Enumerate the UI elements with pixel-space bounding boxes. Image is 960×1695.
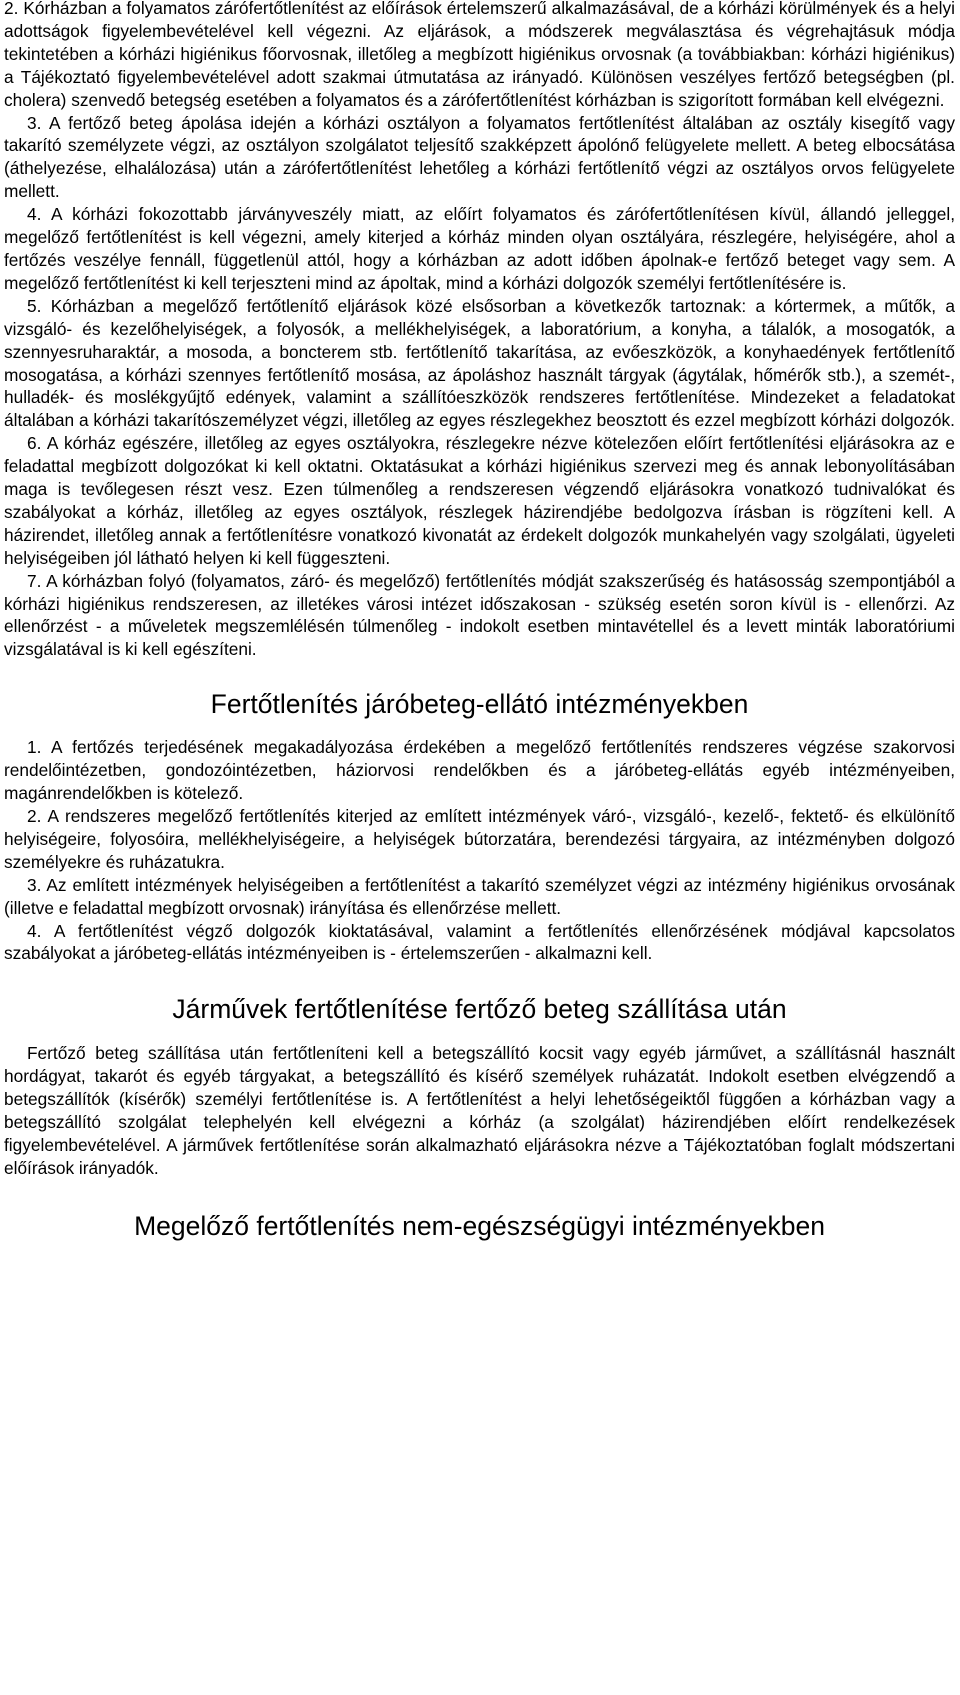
outpatient-paragraph-4: 4. A fertőtlenítést végző dolgozók kioktatásával, valamint a fertőtlenítés ellenőrzésének módjával kapcsolatos szabályokat a járóbeteg-ellátás intézményeiben is - értelemszerűen - alkalmazni kell. [4, 920, 955, 964]
paragraph-7: 7. A kórházban folyó (folyamatos, záró- és megelőző) fertőtlenítés módját szakszerűség és hatásosság szempontjából a kórházi higiénikus rendszeresen, az illetékes városi intézet időszakosan - szükség esetén soron kívül is - ellenőrzi. Az ellenőrzést - a műveletek megszemlélésén túlmenőleg - indokolt esetben mintavétellel és a levett minták laboratóriumi vizsgálatával is ki kell egészíteni. [4, 570, 955, 660]
paragraph-6: 6. A kórház egészére, illetőleg az egyes osztályokra, részlegekre nézve kötelezően előírt fertőtlenítési eljárásokra az e feladattal megbízott dolgozókat ki kell oktatni. Oktatásukat a kórházi higiénikus szervezi meg és annak lebonyolításában maga is tevőlegesen részt vesz. Ezen túlmenőleg a rendszeresen végzendő eljárásokra vonatkozó tudnivalókat és szabályokat a kórház, illetőleg az egyes osztályok, részlegek házirendjébe bedolgozva írásban is rögzíteni kell. A házirendet, illetőleg annak a fertőtlenítésre vonatkozó kivonatát az érdekelt dolgozók munkahelyén vagy szolgálati, ügyeleti helyiségeiben jól látható helyen ki kell függeszteni. [4, 433, 955, 568]
outpatient-paragraph-2: 2. A rendszeres megelőző fertőtlenítés kiterjed az említett intézmények váró-, vizsgáló-, kezelő-, fektető- és elkülönítő helyiségeire, folyosóira, mellékhelyiségeire, a helyiségek bútorzatára, berendezési tárgyaira, az intézményben dolgozó személyekre és ruházatukra. [4, 806, 955, 872]
outpatient-paragraph-3: 3. Az említett intézmények helyiségeiben a fertőtlenítést a takarító személyzet végzi az intézmény higiénikus orvosának (illetve e feladattal megbízott orvosnak) irányítása és ellenőrzése mellett. [4, 874, 955, 918]
paragraph-3: 3. A fertőző beteg ápolása idején a kórházi osztályon a folyamatos fertőtlenítést általában az osztály kisegítő vagy takarító személyzete végzi, az osztályon szolgálatot teljesítő szakképzett ápolónő felügyelete mellett. A beteg elbocsátása (áthelyezése, elhalálozása) után a zárófertőtlenítést lehetőleg a kórházi fertőtlenítő végzi az osztályos orvos felügyelete mellett. [4, 112, 955, 202]
section-outpatient [4, 688, 955, 965]
section-heading-vehicles: Járművek fertőtlenítése fertőző beteg szállítása után [172, 994, 787, 1025]
section-hospital-disinfection [4, 0, 955, 661]
section-non-healthcare [4, 1210, 955, 1242]
section-heading-non-healthcare: Megelőző fertőtlenítés nem-egészségügyi intézményekben [134, 1210, 825, 1241]
vehicles-paragraph: Fertőző beteg szállítása után fertőtleníteni kell a betegszállító kocsit vagy egyéb járművet, a szállításnál használt hordágyat, takarót és egyéb tárgyakat, a betegszállító és kísérő személyek ruházatát. Indokolt esetben elvégzendő a betegszállítók (kísérők) személyi fertőtlenítése is. A fertőtlenítést a helyi lehetőségeiktől függően a kórházban vagy a betegszállító szolgálat telephelyén kell elvégezni a kórház (a szolgálat) házirendjében előírt rendelkezések figyelembevételével. A járművek fertőtlenítése során alkalmazható eljárásokra nézve a Tájékoztatóban foglalt módszertani előírások irányadók. [4, 1043, 955, 1178]
paragraph-2: 2. Kórházban a folyamatos zárófertőtlenítést az előírások értelemszerű alkalmazásával, de a kórházi körülmények és a helyi adottságok figyelembevételével kell végezni. Az eljárások, a módszerek megválasztása és végrehajtásuk módja tekintetében a kórházi higiénikus főorvosnak, illetőleg a megbízott higiénikus orvosnak (a továbbiakban: kórházi higiénikus) a Tájékoztató figyelembevételével adott szakmai útmutatása az irányadó. Különösen veszélyes fertőző betegségben (pl. cholera) szenvedő betegség esetében a folyamatos és a zárófertőtlenítést kórházban is szigorított formában kell elvégezni. [4, 0, 955, 110]
paragraph-4: 4. A kórházi fokozottabb járványveszély miatt, az előírt folyamatos és zárófertőtlenítésen kívül, állandó jelleggel, megelőző fertőtlenítést is kell végezni, amely kiterjed a kórház minden olyan osztályára, részlegére, helyiségére, ahol a fertőzés veszélye fennáll, függetlenül attól, hogy a kórházban az adott időben ápolnak-e fertőző beteget vagy sem. A megelőző fertőtlenítést ki kell terjeszteni mind az ápoltak, mind a kórházi dolgozók személyi fertőtlenítésére is. [4, 204, 955, 293]
section-heading-outpatient: Fertőtlenítés járóbeteg-ellátó intézményekben [210, 689, 749, 720]
outpatient-paragraph-1: 1. A fertőzés terjedésének megakadályozása érdekében a megelőző fertőtlenítés rendszeres végzése szakorvosi rendelőintézetben, gondozóintézetben, háziorvosi rendelőkben és a járóbeteg-ellátás egyéb intézményeiben, magánrendelőkben is kötelező. [4, 737, 955, 804]
section-vehicles [4, 993, 955, 1179]
paragraph-5: 5. Kórházban a megelőző fertőtlenítő eljárások közé elsősorban a következők tartoznak: a kórtermek, a műtők, a vizsgáló- és kezelőhelyiségek, a folyosók, a mellékhelyiségek, a laboratórium, a konyha, a tálalók, a mosogatók, a szennyesruharaktár, a mosoda, a boncterem stb. fertőtlenítő takarítása, az evőeszközök, a konyhaedények fertőtlenítő mosogatása, a kórházi szennyes fertőtlenítő mosása, az ápoláshoz használt tárgyak (ágytálak, hőmérők stb.), a szemét-, hulladék- és moslékgyűjtő edények, valamint a szállítóeszközök rendszeres fertőtlenítése. Mindezeket a feladatokat általában a kórházi takarítószemélyzet végzi, illetőleg az egyes részlegekhez beosztott és ezzel megbízott kórházi dolgozók. [4, 295, 955, 431]
document-page [4, 0, 955, 1242]
